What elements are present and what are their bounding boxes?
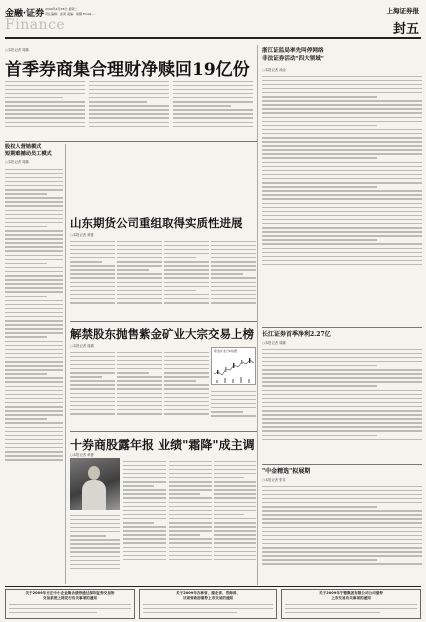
story6-headline: "中金精选"拟展期	[262, 468, 311, 475]
story2-col2	[117, 238, 162, 318]
story3-byline: ○本报记者 周鹏	[70, 344, 94, 348]
stock-chart	[211, 347, 256, 385]
photo-figure-head	[88, 466, 100, 480]
notice-2	[139, 589, 277, 619]
right-rule-2	[262, 464, 422, 465]
notices-rule	[5, 586, 421, 587]
notice-1-title-1: 关于2009年方正中小企业集合债券通过深圳证券交易所	[25, 591, 115, 595]
notice-2-title-2: 甘肃省政府债券上市交易的通知	[182, 596, 234, 600]
story3-col2	[117, 349, 162, 429]
story3-col1	[70, 349, 115, 429]
story5-rule	[70, 431, 257, 432]
notice-1-title-2: 交易系统上网发行有关事项的通知	[43, 596, 97, 600]
left-story-headline-2: 短期难撼动员工模式	[5, 150, 52, 157]
story2-col4	[211, 238, 256, 318]
section-english: Finance	[5, 17, 66, 33]
story5-col2	[123, 458, 166, 582]
notice-2-title-1: 关于2009年吉林省、湖北省、青海省、	[176, 591, 240, 595]
masthead-rule	[5, 37, 421, 39]
notice-3	[281, 589, 421, 619]
story2-col3	[164, 238, 209, 318]
story3-col3	[164, 349, 209, 429]
lead-body-col1	[5, 78, 85, 138]
notice-3-body	[282, 601, 420, 615]
story6-byline: ○本报记者 张雪	[262, 478, 286, 482]
masthead	[5, 4, 421, 42]
left-divider	[65, 144, 66, 584]
left-story-headline-1: 股权人营销模式	[5, 144, 42, 150]
photo-figure-body	[82, 480, 106, 510]
lead-byline-top: ○本报记者 周鹏	[5, 48, 29, 52]
notice-2-body	[140, 601, 276, 615]
story2-col1	[70, 238, 115, 318]
left-story-byline: ○本报记者 周鹏	[5, 160, 29, 164]
story6-body	[262, 483, 422, 583]
notice-1-body	[6, 601, 134, 615]
story3-col4	[211, 388, 256, 428]
candlestick-plot	[212, 354, 256, 384]
story5-col3	[169, 458, 212, 582]
page-label: 封五	[392, 22, 419, 37]
story2-byline: ○本报记者 黄蕾	[70, 233, 94, 237]
notice-1	[5, 589, 135, 619]
story4-headline: 长江证券首季净利2.27亿	[262, 331, 331, 338]
right-lead-body	[262, 73, 422, 323]
newspaper-logo: 上海证券报	[386, 7, 419, 15]
right-rule-1	[262, 327, 422, 328]
section-title: 金融·证券	[5, 9, 45, 19]
notice-3-title-2: 上市交易有关事项的通知	[331, 596, 371, 600]
issue-date: 2009年4月28日 星期二	[45, 7, 78, 11]
right-lead-byline: ○本报记者 汤淦	[262, 68, 286, 72]
story4-byline: ○本报记者 周鹏	[262, 341, 286, 345]
right-lead-headline-2: 非法证券活动"四大领域"	[262, 56, 324, 62]
story5-col1	[70, 512, 120, 582]
story3-rule	[70, 321, 257, 322]
lead-body-col2	[89, 78, 169, 138]
stock-chart-title: 紫金矿业日K线图	[214, 349, 237, 353]
left-story-body	[5, 166, 63, 584]
editor-line: 责任编辑：孙鸿 美编：胡娜 Email:...	[45, 12, 96, 16]
notice-3-title-1: 关于2009年宁德集团有限公司公司债券	[319, 591, 383, 595]
lead-rule	[5, 141, 257, 142]
story2-headline: 山东期货公司重组取得实质性进展	[70, 216, 243, 230]
story5-headline: 十券商股露年报 业绩"霜降"成主调	[70, 438, 255, 452]
column-divider	[257, 45, 258, 585]
story3-headline: 解禁股东抛售紫金矿业大宗交易上榜	[70, 327, 254, 341]
lead-body-col3	[173, 78, 253, 138]
story5-col4	[214, 458, 256, 582]
story5-byline: ○本报记者 黄蕾	[70, 453, 94, 457]
news-photo	[70, 458, 120, 510]
right-lead-headline-1: 浙江证监局率先叫停网络	[262, 48, 324, 54]
lead-headline: 首季券商集合理财净赎回19亿份	[5, 60, 250, 80]
story4-body	[262, 346, 422, 461]
